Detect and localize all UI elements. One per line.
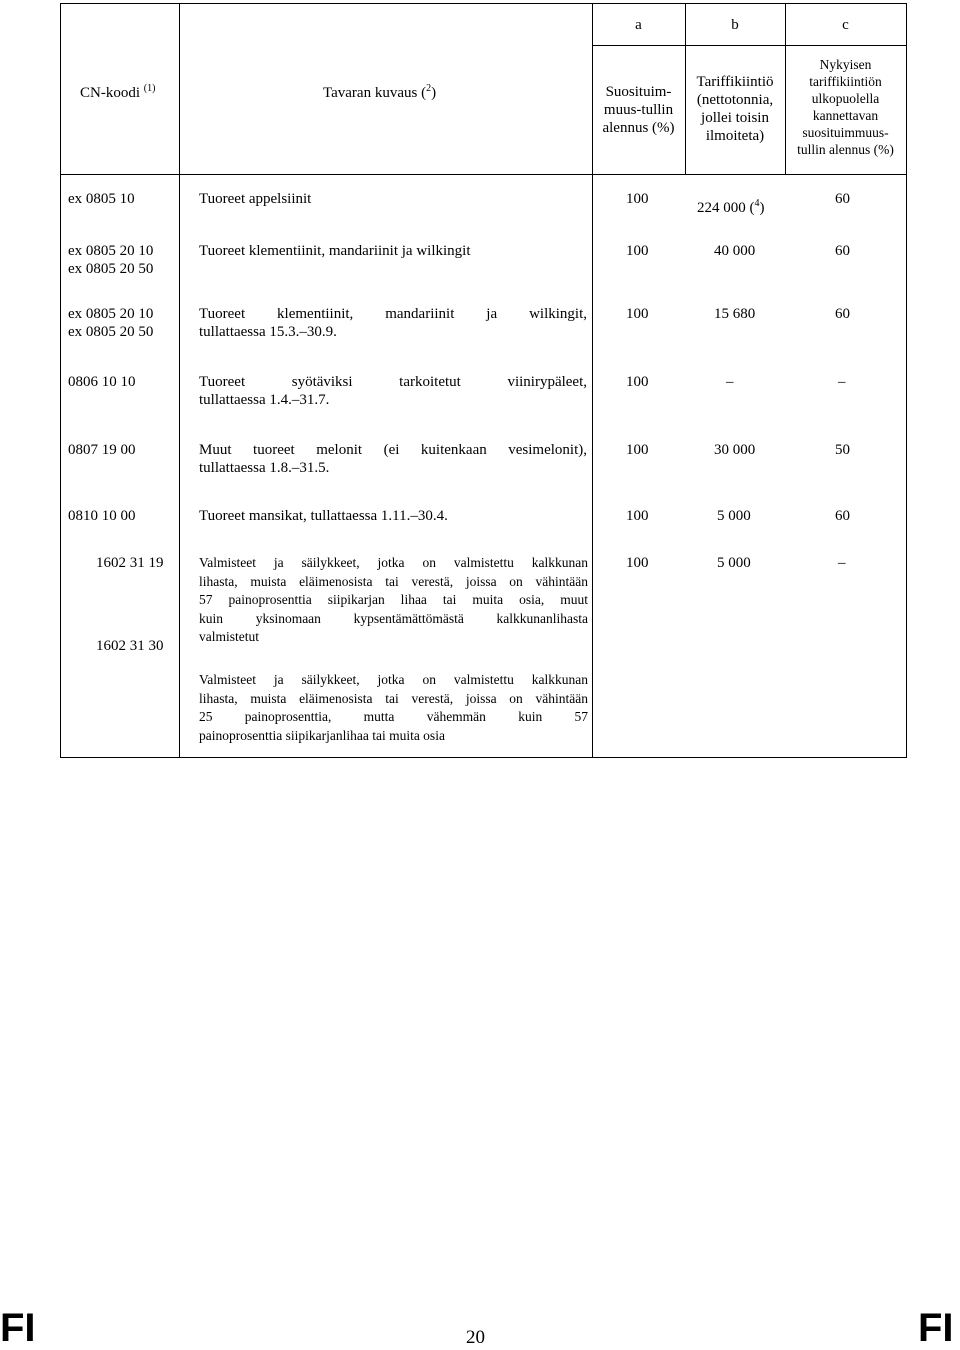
row-value-a: 100 (626, 191, 649, 207)
row-code: 1602 31 19 (96, 555, 164, 571)
row-code: 0810 10 00 (68, 508, 136, 524)
footer-language-right: FI (918, 1306, 954, 1350)
header-bottom-divider (60, 174, 907, 175)
row-description: Tuoreet appelsiinit (199, 191, 312, 207)
row-value-c: 60 (835, 508, 850, 524)
row-description: Tuoreet klementiinit, mandariinit ja wilkingit (199, 243, 471, 259)
row-description: Valmisteet ja säilykkeet, jotka on valmistettu kalkkunan lihasta, muista eläimenosista tai verestä, joissa on vähintään 57 painoprosenttia siipikarjan lihaa tai muita osia, muut kuin yksinomaan kypsentämättömästä kalkkunanlihasta valmistetut (199, 555, 588, 644)
row-value-a: 100 (626, 374, 649, 390)
col-letter-b: b (731, 17, 739, 33)
row-value-c: 60 (835, 306, 850, 322)
header-description: Tavaran kuvaus ($^2$) (323, 83, 437, 101)
row-value-c: 60 (835, 191, 850, 207)
row-value-a: 100 (626, 555, 649, 571)
row-value-a: 100 (626, 508, 649, 524)
row-value-a: 100 (626, 243, 649, 259)
row-description: Valmisteet ja säilykkeet, jotka on valmistettu kalkkunan lihasta, muista eläimenosista tai verestä, joissa on vähintään 25 painoprosenttia, mutta vähemmän kuin 57 painoprosenttia siipikarjanlihaa tai muita osia (199, 672, 588, 743)
row-code: 0807 19 00 (68, 442, 136, 458)
row-value-c: 50 (835, 442, 850, 458)
row-value-b: 224 000 ($^4$) (697, 198, 765, 216)
col-letter-c: c (842, 17, 849, 33)
table-border-right (906, 3, 907, 758)
header-col-b: Tariffikiintiö (nettotonnia, jollei toisin ilmoiteta) (696, 74, 774, 144)
row-value-b: 5 000 (717, 508, 751, 524)
row-value-b: 40 000 (714, 243, 756, 259)
row-value-a: 100 (626, 306, 649, 322)
page-number: 20 (466, 1327, 485, 1348)
row-description: Tuoreet syötäviksi tarkoitetut viinirypäleet, tullattaessa 1.4.–31.7. (199, 374, 587, 408)
row-value-b: 15 680 (714, 306, 756, 322)
header-letter-divider (592, 45, 907, 46)
row-description: Muut tuoreet melonit (ei kuitenkaan vesimelonit), tullattaessa 1.8.–31.5. (199, 442, 587, 476)
row-value-a: 100 (626, 442, 649, 458)
col-divider-code (179, 3, 180, 758)
footer-language-left: FI (0, 1306, 36, 1350)
row-value-b: 5 000 (717, 555, 751, 571)
row-code: ex 0805 20 10 ex 0805 20 50 (68, 243, 154, 277)
table-border-left (60, 3, 61, 758)
header-cn-code: CN-koodi $^{(1)}$ (80, 83, 156, 101)
header-col-c: Nykyisen tariffikiintiön ulkopuolella kannettavan suosituimmuus- tullin alennus (%) (797, 57, 894, 157)
table-border-top (60, 3, 907, 4)
col-letter-a: a (635, 17, 642, 33)
header-col-a: Suosituim- muus-tullin alennus (%) (602, 84, 675, 136)
row-code: 1602 31 30 (96, 638, 164, 654)
row-code: ex 0805 10 (68, 191, 135, 207)
row-value-c: – (838, 374, 846, 390)
row-value-b: – (726, 374, 734, 390)
row-description: Tuoreet klementiinit, mandariinit ja wilkingit, tullattaessa 15.3.–30.9. (199, 306, 587, 340)
table-border-bottom (60, 757, 907, 758)
row-code: ex 0805 20 10 ex 0805 20 50 (68, 306, 154, 340)
row-value-c: – (838, 555, 846, 571)
row-description: Tuoreet mansikat, tullattaessa 1.11.–30.4. (199, 508, 448, 524)
row-value-b: 30 000 (714, 442, 756, 458)
row-value-c: 60 (835, 243, 850, 259)
row-code: 0806 10 10 (68, 374, 136, 390)
